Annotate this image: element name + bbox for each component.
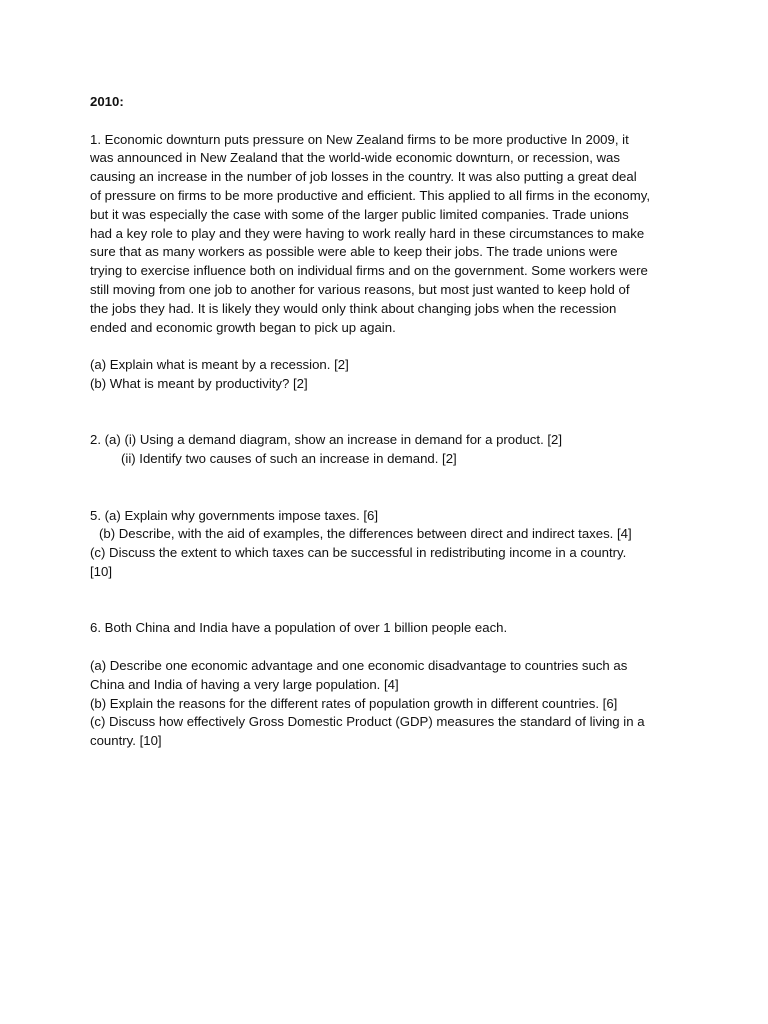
spacer: [90, 394, 688, 432]
spacer: [90, 638, 688, 657]
question-5a: 5. (a) Explain why governments impose taxes. [6]: [90, 507, 379, 523]
question-6a: (a) Describe one economic advantage and one economic disadvantage to countries such as China and India of having a very large population. [4]: [90, 657, 628, 692]
spacer: [90, 582, 688, 620]
question-2a-i: 2. (a) (i) Using a demand diagram, show an increase in demand for a product. [2]: [90, 432, 563, 448]
year-heading: 2010:: [90, 94, 124, 109]
question-6b: (b) Explain the reasons for the different rates of population growth in different countries. [6]: [90, 695, 618, 711]
spacer: [90, 469, 688, 507]
question-2a-ii: (ii) Identify two causes of such an increase in demand. [2]: [121, 451, 457, 467]
question-5b: (b) Describe, with the aid of examples, the differences between direct and indirect taxes. [4]: [99, 526, 632, 542]
question-6c: (c) Discuss how effectively Gross Domestic Product (GDP) measures the standard of living in a country. [10]: [90, 714, 645, 749]
question-1b: (b) What is meant by productivity? [2]: [90, 375, 308, 391]
question-5c: (c) Discuss the extent to which taxes can be successful in redistributing income in a country. [10]: [90, 545, 627, 579]
question-1a: (a) Explain what is meant by a recession. [2]: [90, 357, 349, 373]
spacer: [90, 337, 688, 356]
question-6-intro: 6. Both China and India have a population of over 1 billion people each.: [90, 620, 508, 636]
question-1-passage: 1. Economic downturn puts pressure on New Zealand firms to be more productive In 2009, it was announced in New Zealand that the world-wide economic downturn, or recession, was causing an increase in the number of job losses in the country. It was also putting a great deal of pressure on firms to be more productive and efficient. This applied to all firms in the economy, but it was especially the case with some of the larger public limited companies. Trade unions had a key role to play and they were having to work really hard in these circumstances to make sure that as many workers as possible were able to keep their jobs. The trade unions were trying to exercise influence both on individual firms and on the government. Some workers were still moving from one job to another for various reasons, but most just wanted to keep hold of the jobs they had. It is likely they would only think about changing jobs when the recession ended and economic growth began to pick up again.: [90, 131, 651, 335]
document-page: [90, 93, 688, 751]
